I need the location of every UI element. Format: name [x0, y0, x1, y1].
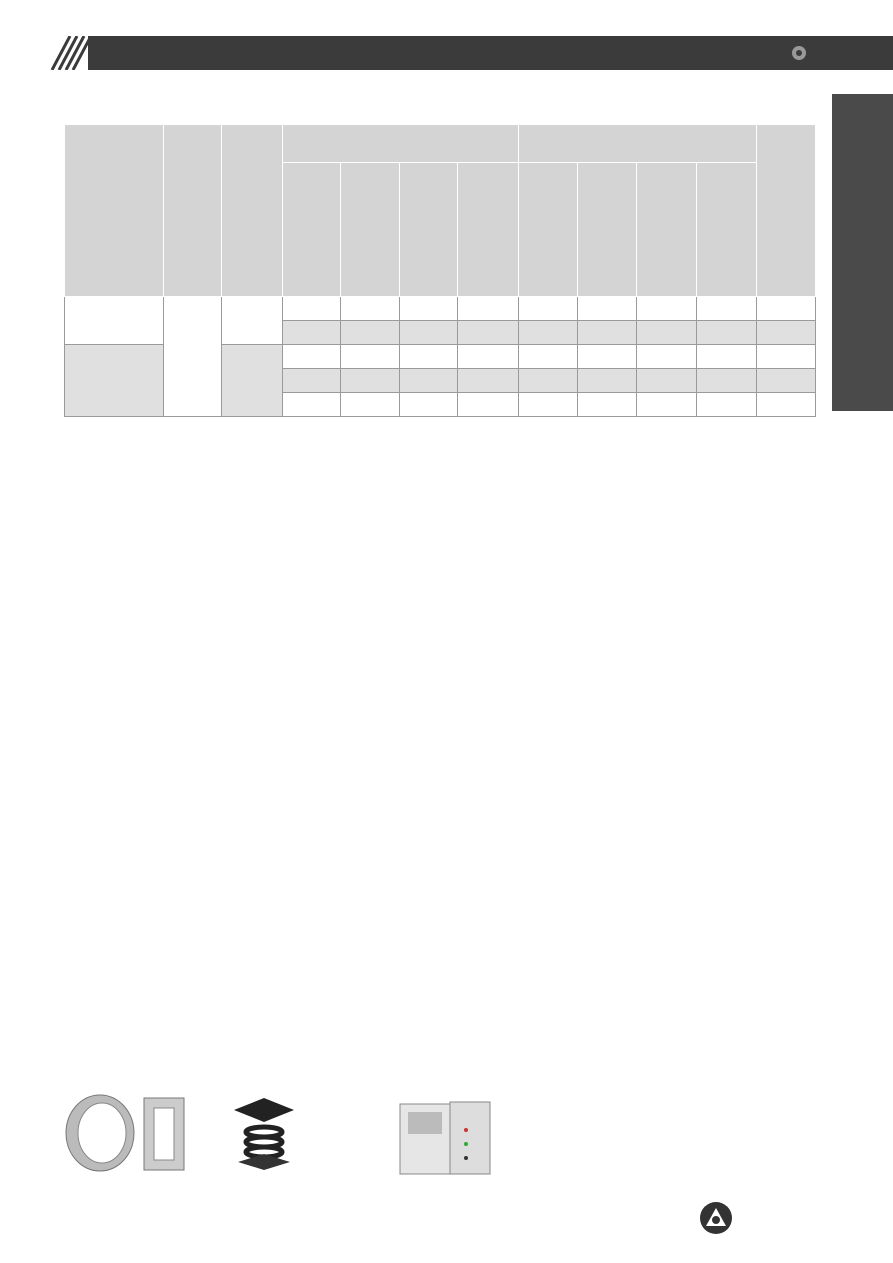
gear-icon — [790, 44, 808, 62]
cell — [400, 321, 458, 345]
cell — [400, 345, 458, 369]
th-current — [400, 163, 458, 297]
construction-cell — [164, 297, 222, 417]
th-designation — [65, 125, 164, 297]
cell — [400, 393, 458, 417]
cell — [458, 345, 518, 369]
row-name-dn — [65, 345, 164, 417]
row-name-vdn — [65, 297, 164, 345]
cell — [636, 369, 696, 393]
cell — [756, 321, 815, 345]
cell — [283, 345, 341, 369]
cell — [518, 297, 577, 321]
cell — [756, 345, 815, 369]
side-tab — [832, 94, 893, 411]
cell — [636, 321, 696, 345]
cell — [696, 345, 756, 369]
cell — [756, 393, 815, 417]
th-p-max — [696, 163, 756, 297]
th-motor-group — [283, 125, 518, 163]
cell — [341, 321, 400, 345]
cell — [696, 321, 756, 345]
spec-table — [64, 124, 816, 417]
cell — [341, 297, 400, 321]
company-logo-icon — [696, 1200, 736, 1236]
cell — [577, 369, 636, 393]
cell — [577, 321, 636, 345]
control-cabinet-image — [398, 1100, 494, 1176]
cell — [283, 297, 341, 321]
cell — [756, 297, 815, 321]
cell — [400, 297, 458, 321]
cell — [636, 393, 696, 417]
header-stripes-icon — [48, 36, 88, 70]
cell — [636, 297, 696, 321]
th-mass — [756, 125, 815, 297]
th-q-max — [577, 163, 636, 297]
cell — [518, 393, 577, 417]
cell — [341, 369, 400, 393]
cell — [577, 297, 636, 321]
th-power — [341, 163, 400, 297]
th-motor-type — [458, 163, 518, 297]
th-temperature — [222, 125, 283, 297]
cell — [283, 393, 341, 417]
th-q-min — [518, 163, 577, 297]
th-tdm-group — [518, 125, 756, 163]
cell — [283, 321, 341, 345]
cell — [341, 393, 400, 417]
cell — [341, 345, 400, 369]
th-construction — [164, 125, 222, 297]
cell — [518, 369, 577, 393]
cell — [696, 297, 756, 321]
cell — [458, 297, 518, 321]
th-p-min — [636, 163, 696, 297]
cell — [458, 321, 518, 345]
cell — [400, 369, 458, 393]
vibration-isolator-image — [228, 1092, 300, 1174]
temp-dn-cell — [222, 345, 283, 417]
cell — [696, 369, 756, 393]
cell — [577, 393, 636, 417]
cell — [636, 345, 696, 369]
cell — [518, 345, 577, 369]
flexible-insert-image — [62, 1092, 192, 1174]
th-speed — [283, 163, 341, 297]
cell — [756, 369, 815, 393]
header-bar — [48, 36, 893, 70]
temp-vdn-cell — [222, 297, 283, 345]
cell — [283, 369, 341, 393]
table-row — [65, 297, 816, 321]
cell — [696, 393, 756, 417]
cell — [458, 369, 518, 393]
cell — [518, 321, 577, 345]
cell — [577, 345, 636, 369]
cell — [458, 393, 518, 417]
